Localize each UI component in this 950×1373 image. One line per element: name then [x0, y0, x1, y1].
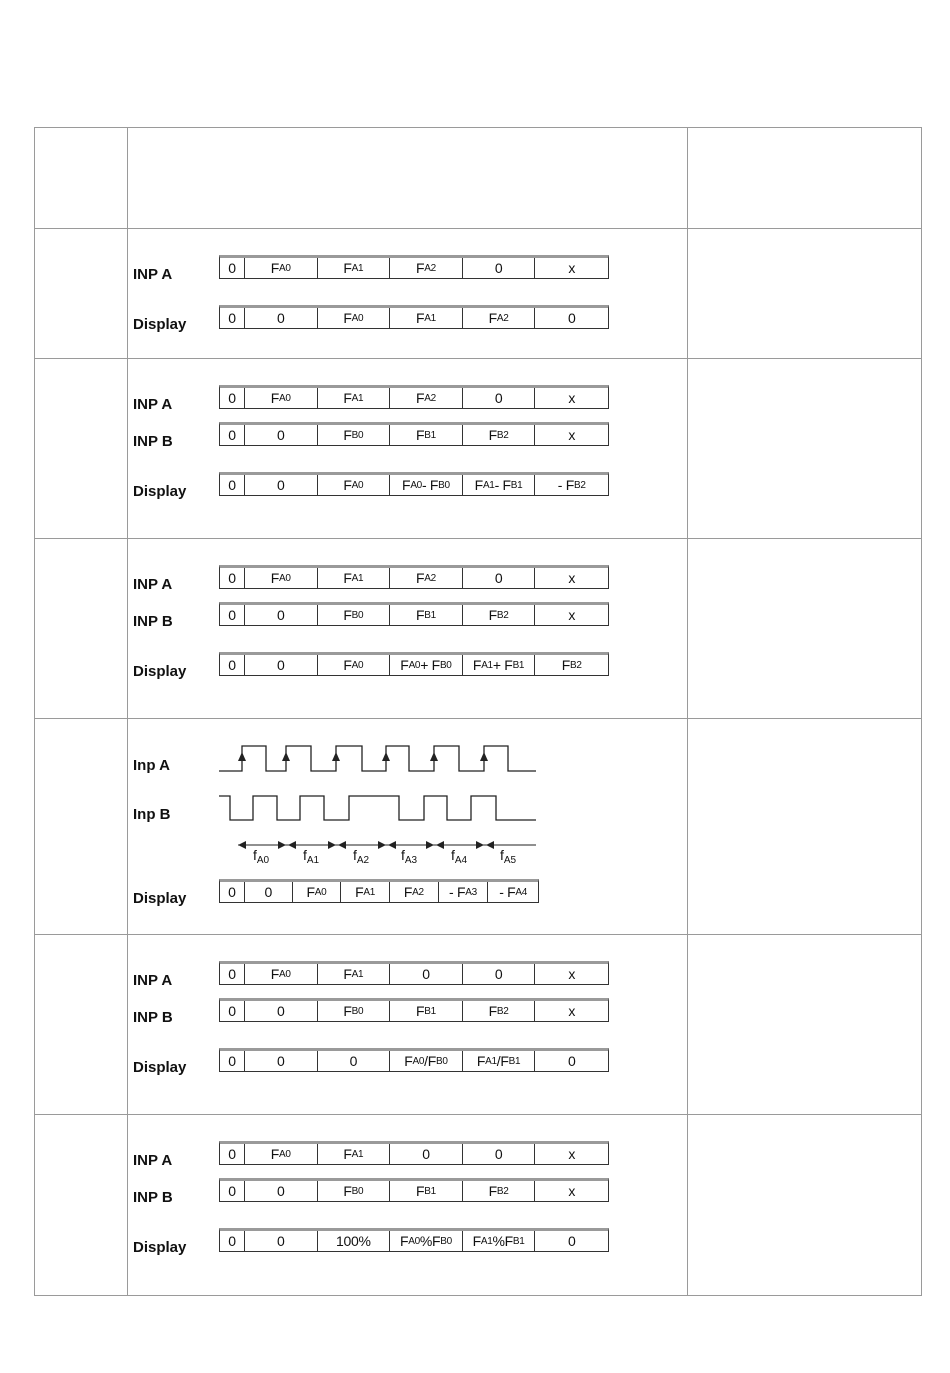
- strip-cell: 0: [245, 1181, 318, 1201]
- strip-cell: F B0: [318, 425, 391, 445]
- mode-cell: [35, 719, 128, 935]
- strip-cell: 0: [463, 568, 536, 588]
- strip-cell: 0: [220, 388, 245, 408]
- inp-a-wave-label: Inp A: [133, 757, 170, 774]
- mode-cell: [35, 935, 128, 1115]
- strip-cell: 100%: [318, 1231, 391, 1251]
- section-3-diagram: [128, 539, 687, 718]
- strip-cell: x: [568, 1003, 576, 1019]
- interval-arrow: [338, 841, 346, 849]
- inp-b-strip: [219, 1178, 609, 1202]
- interval-arrow: [388, 841, 396, 849]
- strip-cell: 0: [220, 475, 245, 495]
- section-4-waveform: [128, 719, 687, 934]
- mode-cell: [35, 359, 128, 539]
- strip-cell: - F A3: [439, 882, 489, 902]
- strip-cell: - F B2: [557, 477, 586, 493]
- display-strip: [219, 1228, 609, 1252]
- row-label: INP A: [133, 576, 173, 593]
- rising-edge-arrow: [382, 752, 390, 761]
- freq-label: $f_{A1}$: [303, 847, 320, 866]
- mode-row-2: [35, 359, 922, 539]
- strip-cell: F A1: [341, 882, 390, 902]
- row-label: INP B: [133, 613, 173, 630]
- inp-b-waveform: [219, 796, 536, 820]
- row-label: Display: [133, 483, 187, 500]
- row-label: INP A: [133, 1152, 173, 1169]
- rising-edge-arrow: [282, 752, 290, 761]
- description-cell: [688, 229, 922, 359]
- row-label: INP A: [133, 266, 173, 283]
- strip-cell: F B2: [463, 1001, 536, 1021]
- section-6-diagram: [128, 1115, 687, 1295]
- interval-arrow: [476, 841, 484, 849]
- row-label: INP A: [133, 396, 173, 413]
- header-cell-1: [35, 128, 128, 229]
- strip-cell: 0: [220, 605, 245, 625]
- strip-cell: 0: [220, 1051, 245, 1071]
- display-wave-label: Display: [133, 890, 187, 907]
- section-5-diagram: [128, 935, 687, 1114]
- interval-arrow: [378, 841, 386, 849]
- row-label: Display: [133, 1239, 187, 1256]
- header-row: [35, 128, 922, 229]
- strip-cell: F A0: [245, 1144, 318, 1164]
- strip-cell: 0: [390, 1144, 463, 1164]
- strip-cell: 0: [220, 568, 245, 588]
- strip-cell: - F A4: [499, 884, 528, 900]
- rising-edge-arrow: [480, 752, 488, 761]
- rising-edge-arrow: [332, 752, 340, 761]
- strip-cell: F B1: [390, 1181, 463, 1201]
- mode-row-6: [35, 1115, 922, 1296]
- display-strip: [219, 652, 609, 676]
- row-label: INP B: [133, 1189, 173, 1206]
- strip-cell: 0: [245, 882, 293, 902]
- strip-cell: 0: [245, 655, 318, 675]
- strip-cell: F B2: [463, 605, 536, 625]
- rising-edge-arrow: [430, 752, 438, 761]
- strip-cell: F A2: [463, 308, 536, 328]
- strip-cell: 0: [220, 964, 245, 984]
- inp-b-strip: [219, 998, 609, 1022]
- wave-display-strip: [219, 879, 539, 903]
- description-cell: [688, 935, 922, 1115]
- strip-cell: x: [568, 390, 576, 406]
- strip-cell: F A1: [390, 308, 463, 328]
- strip-cell: F A1: [318, 388, 391, 408]
- interval-arrow: [486, 841, 494, 849]
- mode-row-4: [35, 719, 922, 935]
- interval-arrow: [436, 841, 444, 849]
- strip-cell: F B2: [463, 1181, 536, 1201]
- strip-cell: F A0 - F B0: [390, 475, 463, 495]
- strip-cell: F B0: [318, 605, 391, 625]
- strip-cell: F A2: [390, 568, 463, 588]
- strip-cell: F A2: [390, 882, 439, 902]
- mode-table: [34, 127, 922, 1296]
- strip-cell: x: [568, 260, 576, 276]
- strip-cell: F B0: [318, 1181, 391, 1201]
- strip-cell: 0: [245, 1051, 318, 1071]
- strip-cell: F A1: [318, 568, 391, 588]
- strip-cell: 0: [220, 1144, 245, 1164]
- strip-cell: 0: [245, 605, 318, 625]
- strip-cell: 0: [463, 388, 536, 408]
- strip-cell: F A0: [318, 475, 391, 495]
- strip-cell: x: [568, 1146, 576, 1162]
- row-label: Display: [133, 663, 187, 680]
- mode-row-5: [35, 935, 922, 1115]
- strip-cell: 0: [390, 964, 463, 984]
- freq-label: $f_{A0}$: [253, 847, 270, 866]
- section-2-diagram: [128, 359, 687, 538]
- header-cell-2: [128, 128, 688, 229]
- row-label: INP A: [133, 972, 173, 989]
- mode-row-1: [35, 229, 922, 359]
- mode-cell: [35, 1115, 128, 1296]
- timing-cell: [128, 1115, 688, 1296]
- strip-cell: F A0 /F B0: [390, 1051, 463, 1071]
- strip-cell: F A1 %F B1: [463, 1231, 536, 1251]
- strip-cell: 0: [318, 1051, 391, 1071]
- display-strip: [219, 472, 609, 496]
- description-cell: [688, 539, 922, 719]
- inp-a-strip: [219, 961, 609, 985]
- row-label: Display: [133, 1059, 187, 1076]
- strip-cell: F A1: [318, 964, 391, 984]
- strip-cell: F B2: [463, 425, 536, 445]
- interval-arrow: [238, 841, 246, 849]
- rising-edge-arrows: [238, 752, 488, 761]
- strip-cell: F A0: [245, 258, 318, 278]
- strip-cell: 0: [245, 1231, 318, 1251]
- strip-cell: 0: [220, 1001, 245, 1021]
- strip-cell: F A0: [245, 568, 318, 588]
- display-strip: [219, 1048, 609, 1072]
- strip-cell: 0: [567, 1053, 576, 1069]
- strip-cell: F A2: [390, 258, 463, 278]
- strip-cell: 0: [220, 425, 245, 445]
- inp-a-strip: [219, 1141, 609, 1165]
- section-1-diagram: [128, 229, 687, 358]
- strip-cell: 0: [245, 308, 318, 328]
- timing-cell: [128, 359, 688, 539]
- strip-cell: F A0 + F B0: [390, 655, 463, 675]
- row-label: Display: [133, 316, 187, 333]
- inp-a-strip: [219, 565, 609, 589]
- strip-cell: F A2: [390, 388, 463, 408]
- strip-cell: F B0: [318, 1001, 391, 1021]
- row-label: INP B: [133, 1009, 173, 1026]
- strip-cell: 0: [220, 882, 245, 902]
- row-label: INP B: [133, 433, 173, 450]
- strip-cell: 0: [245, 425, 318, 445]
- strip-cell: F A1: [318, 1144, 391, 1164]
- strip-cell: x: [568, 607, 576, 623]
- strip-cell: x: [568, 1183, 576, 1199]
- timing-cell: [128, 719, 688, 935]
- strip-cell: 0: [567, 1233, 576, 1249]
- strip-cell: F A1 - F B1: [463, 475, 536, 495]
- strip-cell: 0: [245, 1001, 318, 1021]
- timing-cell: [128, 229, 688, 359]
- strip-cell: F B1: [390, 605, 463, 625]
- interval-arrow: [328, 841, 336, 849]
- freq-label: $f_{A2}$: [353, 847, 370, 866]
- strip-cell: x: [568, 427, 576, 443]
- freq-label: $f_{A5}$: [500, 847, 517, 866]
- strip-cell: 0: [567, 310, 576, 326]
- strip-cell: F A1 + F B1: [463, 655, 536, 675]
- strip-cell: 0: [463, 258, 536, 278]
- inp-a-strip: [219, 255, 609, 279]
- interval-arrow: [278, 841, 286, 849]
- header-cell-3: [688, 128, 922, 229]
- strip-cell: F B1: [390, 1001, 463, 1021]
- strip-cell: x: [568, 966, 576, 982]
- interval-arrow: [288, 841, 296, 849]
- strip-cell: 0: [220, 308, 245, 328]
- description-cell: [688, 359, 922, 539]
- strip-cell: x: [568, 570, 576, 586]
- timing-cell: [128, 935, 688, 1115]
- inp-a-waveform: [219, 746, 536, 771]
- strip-cell: 0: [220, 655, 245, 675]
- inp-b-strip: [219, 422, 609, 446]
- strip-cell: 0: [245, 475, 318, 495]
- strip-cell: 0: [220, 258, 245, 278]
- strip-cell: 0: [463, 1144, 536, 1164]
- description-cell: [688, 1115, 922, 1296]
- strip-cell: F A0: [245, 964, 318, 984]
- inp-b-strip: [219, 602, 609, 626]
- strip-cell: F A1 /F B1: [463, 1051, 536, 1071]
- strip-cell: F A0: [318, 655, 391, 675]
- strip-cell: F A0 %F B0: [390, 1231, 463, 1251]
- strip-cell: 0: [220, 1181, 245, 1201]
- mode-cell: [35, 539, 128, 719]
- strip-cell: 0: [220, 1231, 245, 1251]
- timing-cell: [128, 539, 688, 719]
- description-cell: [688, 719, 922, 935]
- strip-cell: F A0: [293, 882, 342, 902]
- strip-cell: F A1: [318, 258, 391, 278]
- strip-cell: F A0: [318, 308, 391, 328]
- strip-cell: F B2: [561, 657, 582, 673]
- freq-label: $f_{A3}$: [401, 847, 418, 866]
- rising-edge-arrow: [238, 752, 246, 761]
- mode-cell: [35, 229, 128, 359]
- interval-arrow: [426, 841, 434, 849]
- strip-cell: 0: [463, 964, 536, 984]
- display-strip: [219, 305, 609, 329]
- mode-row-3: [35, 539, 922, 719]
- strip-cell: F B1: [390, 425, 463, 445]
- inp-b-wave-label: Inp B: [133, 806, 171, 823]
- freq-label: $f_{A4}$: [451, 847, 468, 866]
- inp-a-strip: [219, 385, 609, 409]
- strip-cell: F A0: [245, 388, 318, 408]
